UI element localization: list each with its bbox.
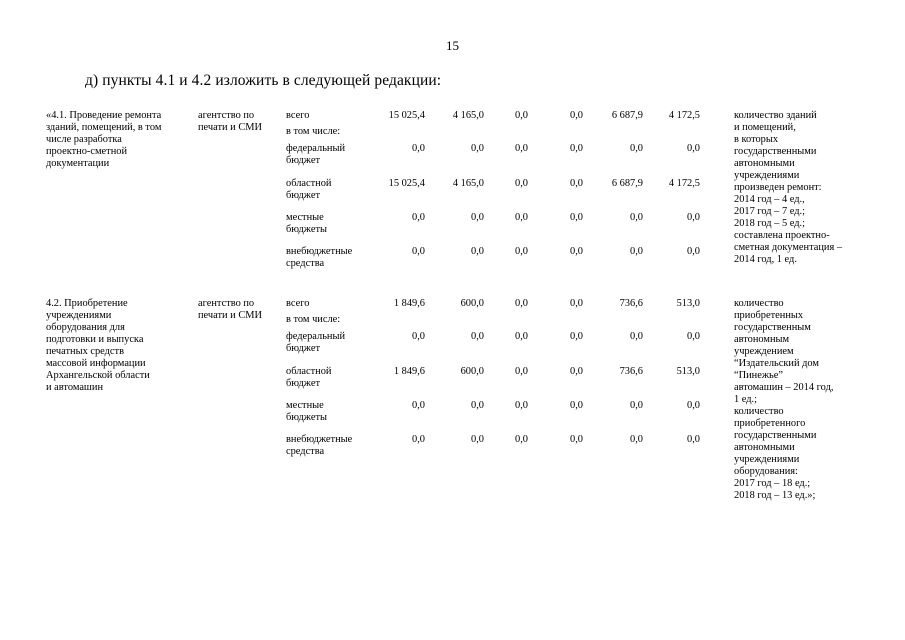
amount-cell: 0,0 bbox=[687, 400, 700, 411]
amount-cell: 4 165,0 bbox=[452, 178, 484, 189]
funding-source-label: в том числе: bbox=[286, 314, 341, 325]
amount-cell: 0,0 bbox=[412, 212, 425, 223]
amount-cell: 0,0 bbox=[412, 246, 425, 257]
amount-cell: 1 849,6 bbox=[393, 298, 425, 309]
funding-source-label: всего bbox=[286, 110, 310, 121]
amount-cell: 0,0 bbox=[630, 434, 643, 445]
amount-cell: 0,0 bbox=[515, 434, 528, 445]
amount-cell: 15 025,4 bbox=[388, 178, 425, 189]
amount-cell: 0,0 bbox=[687, 434, 700, 445]
funding-source-label: внебюджетные средства bbox=[286, 434, 353, 457]
amount-cell: 0,0 bbox=[630, 400, 643, 411]
amount-cell: 0,0 bbox=[412, 143, 425, 154]
amount-cell: 0,0 bbox=[471, 212, 484, 223]
amount-cell: 0,0 bbox=[687, 143, 700, 154]
amount-cell: 0,0 bbox=[570, 366, 583, 377]
amount-cell: 0,0 bbox=[570, 212, 583, 223]
executor: агентство по печати и СМИ bbox=[198, 110, 263, 133]
funding-source-label: федеральный бюджет bbox=[286, 331, 346, 354]
amount-cell: 0,0 bbox=[687, 331, 700, 342]
funding-source-label: в том числе: bbox=[286, 126, 341, 137]
amount-cell: 0,0 bbox=[515, 366, 528, 377]
indicator: количество зданий и помещений, в которых государственными автономными учреждениями произведен ремонт: 2014 год – 4 ед., 2017 год – 7 ед.; 2018 год – 5 ед.; составлена проектно- сметная документация – 2014 год, 1 ед. bbox=[734, 110, 843, 265]
amount-cell: 0,0 bbox=[412, 400, 425, 411]
amount-cell: 0,0 bbox=[570, 110, 583, 121]
amount-cell: 0,0 bbox=[570, 400, 583, 411]
amount-cell: 0,0 bbox=[471, 143, 484, 154]
amount-cell: 0,0 bbox=[570, 178, 583, 189]
amount-cell: 0,0 bbox=[515, 143, 528, 154]
amount-cell: 0,0 bbox=[471, 246, 484, 257]
amount-cell: 0,0 bbox=[515, 110, 528, 121]
intro-text: д) пункты 4.1 и 4.2 изложить в следующей редакции: bbox=[85, 72, 442, 89]
amount-cell: 736,6 bbox=[619, 366, 643, 377]
amount-cell: 0,0 bbox=[412, 331, 425, 342]
amount-cell: 15 025,4 bbox=[388, 110, 425, 121]
indicator: количество приобретенных государственным автономным учреждением “Издательский дом “Пинежье” автомашин – 2014 год, 1 ед.; количество приобретенного государственными автономными учреждениями оборудования: 2017 год – 18 ед.; 2018 год – 13 ед.»; bbox=[734, 298, 834, 501]
amount-cell: 0,0 bbox=[515, 298, 528, 309]
amount-cell: 0,0 bbox=[515, 246, 528, 257]
funding-source-label: областной бюджет bbox=[286, 178, 332, 201]
funding-source-label: федеральный бюджет bbox=[286, 143, 346, 166]
amount-cell: 4 172,5 bbox=[668, 110, 700, 121]
page-number: 15 bbox=[446, 38, 459, 53]
amount-cell: 0,0 bbox=[570, 434, 583, 445]
amount-cell: 0,0 bbox=[515, 331, 528, 342]
amount-cell: 0,0 bbox=[412, 434, 425, 445]
amount-cell: 513,0 bbox=[676, 298, 700, 309]
activity-name: 4.2. Приобретение учреждениями оборудования для подготовки и выпуска печатных средств массовой информации Архангельской области и автомашин bbox=[46, 298, 150, 393]
funding-source-label: внебюджетные средства bbox=[286, 246, 353, 269]
amount-cell: 0,0 bbox=[515, 212, 528, 223]
amount-cell: 0,0 bbox=[471, 331, 484, 342]
amount-cell: 0,0 bbox=[570, 246, 583, 257]
amount-cell: 0,0 bbox=[570, 298, 583, 309]
amount-cell: 600,0 bbox=[460, 298, 484, 309]
amount-cell: 4 172,5 bbox=[668, 178, 700, 189]
amount-cell: 600,0 bbox=[460, 366, 484, 377]
amount-cell: 0,0 bbox=[630, 246, 643, 257]
amount-cell: 6 687,9 bbox=[611, 178, 643, 189]
amount-cell: 4 165,0 bbox=[452, 110, 484, 121]
amount-cell: 0,0 bbox=[687, 212, 700, 223]
amount-cell: 0,0 bbox=[687, 246, 700, 257]
amount-cell: 0,0 bbox=[570, 331, 583, 342]
amount-cell: 0,0 bbox=[570, 143, 583, 154]
amount-cell: 0,0 bbox=[630, 212, 643, 223]
amount-cell: 0,0 bbox=[515, 400, 528, 411]
amount-cell: 6 687,9 bbox=[611, 110, 643, 121]
activity-name: «4.1. Проведение ремонта зданий, помещений, в том числе разработка проектно-сметной документации bbox=[46, 110, 162, 169]
funding-source-label: областной бюджет bbox=[286, 366, 332, 389]
amount-cell: 0,0 bbox=[630, 143, 643, 154]
funding-source-label: всего bbox=[286, 298, 310, 309]
amount-cell: 513,0 bbox=[676, 366, 700, 377]
executor: агентство по печати и СМИ bbox=[198, 298, 263, 321]
amount-cell: 736,6 bbox=[619, 298, 643, 309]
amount-cell: 0,0 bbox=[471, 434, 484, 445]
amount-cell: 0,0 bbox=[471, 400, 484, 411]
amount-cell: 1 849,6 bbox=[393, 366, 425, 377]
funding-source-label: местные бюджеты bbox=[286, 400, 327, 423]
amount-cell: 0,0 bbox=[515, 178, 528, 189]
funding-source-label: местные бюджеты bbox=[286, 212, 327, 235]
amount-cell: 0,0 bbox=[630, 331, 643, 342]
